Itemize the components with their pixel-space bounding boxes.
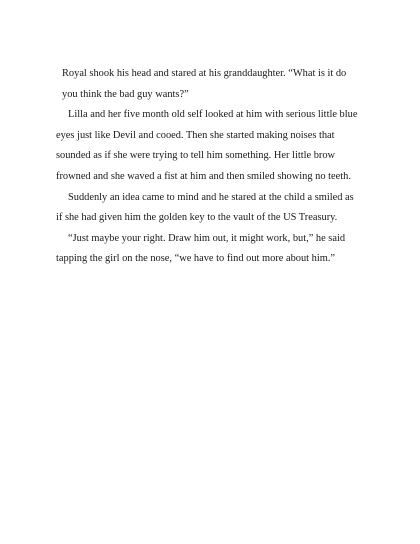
body-text (56, 64, 362, 270)
paragraph (56, 188, 362, 229)
text-line: “Just maybe your right. Draw him out, it might work, but,” he said (68, 232, 346, 244)
text-line: you think the bad guy wants?” (62, 88, 189, 100)
text-line: if she had given him the golden key to the vault of the US Treasury. (56, 212, 338, 224)
paragraph (56, 229, 362, 270)
text-line: Royal shook his head and stared at his granddaughter. “What is it do (62, 68, 347, 79)
paragraph (62, 64, 362, 105)
text-line: sounded as if she were trying to tell him something. Her little brow (56, 150, 336, 162)
text-line: eyes just like Devil and cooed. Then she started making noises that (56, 129, 335, 141)
text-line: Suddenly an idea came to mind and he stared at the child a smiled as (68, 191, 354, 203)
text-line: frowned and she waved a fist at him and then smiled showing no teeth. (56, 170, 351, 182)
text-line: Lilla and her five month old self looked at him with serious little blue (68, 109, 358, 121)
paragraph (56, 105, 362, 187)
text-line: tapping the girl on the nose, “we have to find out more about him.” (56, 253, 336, 265)
